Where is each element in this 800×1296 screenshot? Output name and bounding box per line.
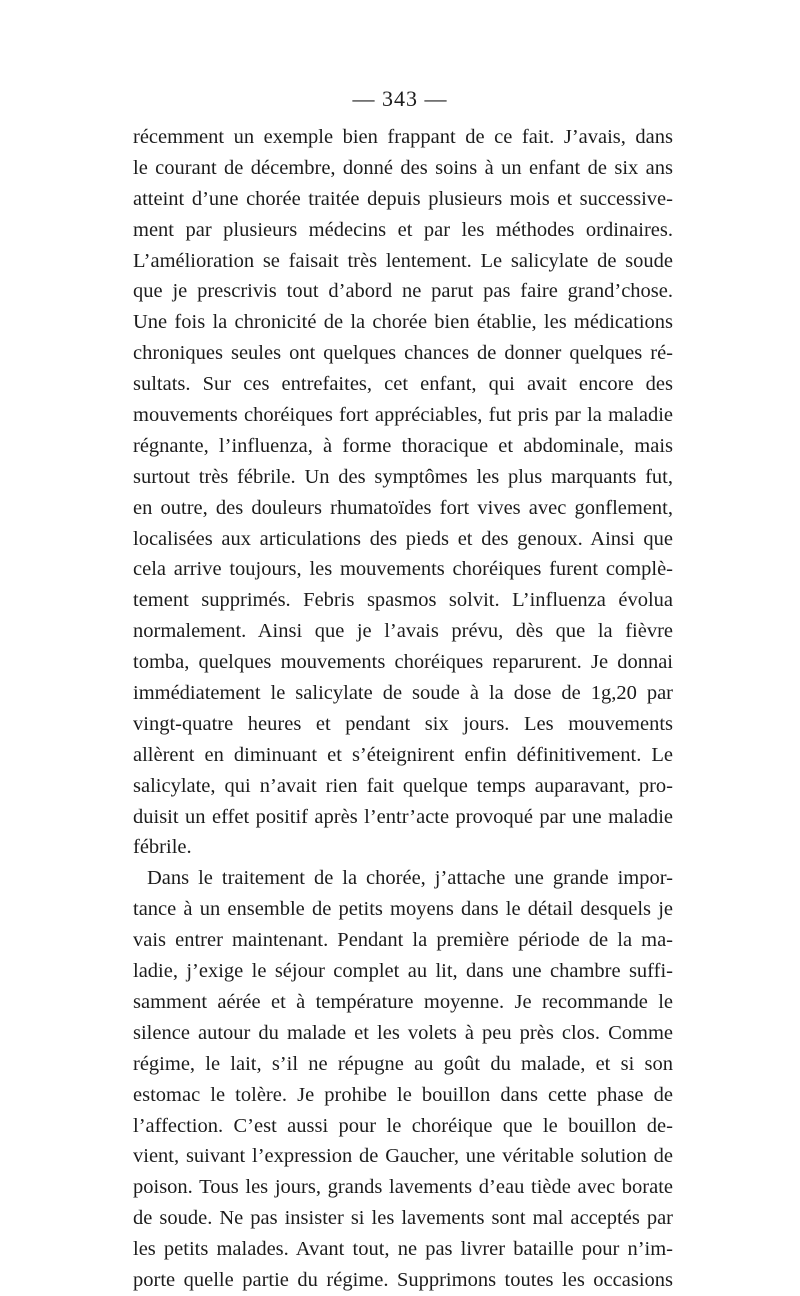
text-line: vais entrer maintenant. Pendant la première période de la ma- — [133, 929, 673, 952]
text-line: immédiatement le salicylate de soude à la dose de 1g,20 par — [133, 682, 673, 705]
text-line: atteint d’une chorée traitée depuis plusieurs mois et successive- — [133, 187, 673, 210]
text-line: ladie, j’exige le séjour complet au lit, dans une chambre suffi- — [133, 960, 673, 983]
text-line: fébrile. — [133, 836, 192, 859]
text-line: vient, suivant l’expression de Gaucher, une véritable solution de — [133, 1145, 673, 1168]
text-line: samment aérée et à température moyenne. Je recommande le — [133, 990, 673, 1013]
text-line: Dans le traitement de la chorée, j’attache une grande impor- — [147, 867, 673, 890]
text-line: ment par plusieurs médecins et par les méthodes ordinaires. — [133, 218, 673, 241]
text-line: les petits malades. Avant tout, ne pas livrer bataille pour n’im- — [133, 1238, 673, 1261]
text-line: estomac le tolère. Je prohibe le bouillon dans cette phase de — [133, 1083, 673, 1106]
text-line: silence autour du malade et les volets à peu près clos. Comme — [133, 1021, 673, 1044]
text-line: tomba, quelques mouvements choréiques reparurent. Je donnai — [133, 651, 673, 674]
text-line: mouvements choréiques fort appréciables, fut pris par la maladie — [133, 404, 673, 427]
text-line: en outre, des douleurs rhumatoïdes fort vives avec gonflement, — [133, 496, 673, 519]
text-line: tement supprimés. Febris spasmos solvit. L’influenza évolua — [133, 589, 673, 612]
text-line: allèrent en diminuant et s’éteignirent enfin définitivement. Le — [133, 743, 673, 766]
text-line: vingt-quatre heures et pendant six jours. Les mouvements — [133, 712, 673, 735]
text-line: que je prescrivis tout d’abord ne parut pas faire grand’chose. — [133, 280, 673, 303]
text-line: le courant de décembre, donné des soins à un enfant de six ans — [133, 156, 673, 179]
text-line: poison. Tous les jours, grands lavements d’eau tiède avec borate — [133, 1176, 673, 1199]
text-line: surtout très fébrile. Un des symptômes les plus marquants fut, — [133, 465, 673, 488]
page-number: — 343 — — [352, 86, 448, 111]
text-line: chroniques seules ont quelques chances de donner quelques ré- — [133, 342, 673, 365]
text-line: Une fois la chronicité de la chorée bien établie, les médications — [133, 311, 673, 334]
text-line: de soude. Ne pas insister si les lavements sont mal acceptés par — [133, 1207, 673, 1230]
text-line: localisées aux articulations des pieds et des genoux. Ainsi que — [133, 527, 673, 550]
text-line: sultats. Sur ces entrefaites, cet enfant, qui avait encore des — [133, 373, 673, 396]
text-line: normalement. Ainsi que je l’avais prévu, dès que la fièvre — [133, 620, 673, 643]
text-line: régime, le lait, s’il ne répugne au goût du malade, et si son — [133, 1052, 673, 1075]
text-line: récemment un exemple bien frappant de ce fait. J’avais, dans — [133, 126, 673, 148]
text-line: tance à un ensemble de petits moyens dans le détail desquels je — [133, 898, 673, 921]
paragraph-2 — [133, 863, 673, 1295]
paragraph-1 — [133, 122, 673, 863]
text-line: l’affection. C’est aussi pour le choréique que le bouillon de- — [133, 1114, 673, 1137]
text-line: duisit un effet positif après l’entr’acte provoqué par une maladie — [133, 805, 673, 828]
body-text — [133, 122, 673, 1296]
text-line: cela arrive toujours, les mouvements choréiques furent complè- — [133, 558, 673, 581]
text-line: L’amélioration se faisait très lentement. Le salicylate de soude — [133, 249, 673, 272]
text-line: salicylate, qui n’avait rien fait quelque temps auparavant, pro- — [133, 774, 673, 797]
text-line: porte quelle partie du régime. Supprimons toutes les occasions — [133, 1268, 673, 1291]
text-line: régnante, l’influenza, à forme thoracique et abdominale, mais — [133, 434, 673, 457]
